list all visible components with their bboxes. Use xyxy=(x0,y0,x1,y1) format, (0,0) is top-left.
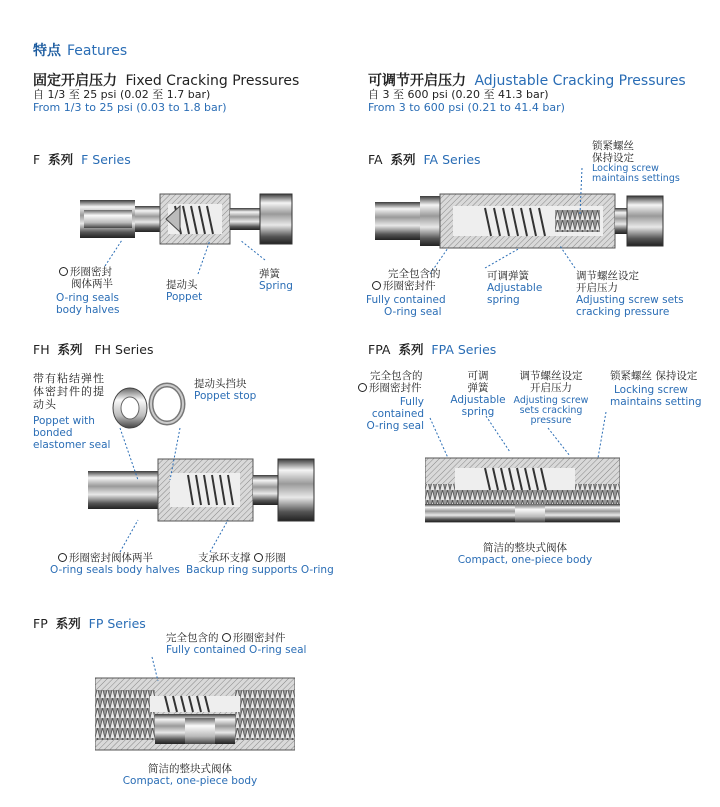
adjustable-range-cn: 自 3 至 600 psi (0.20 至 41.3 bar) xyxy=(368,88,549,101)
fpa-contained-label-en xyxy=(366,396,424,432)
fpa-adjscrew-cn-2: 开启压力 xyxy=(530,382,572,394)
f-oring-en-2: body halves xyxy=(56,304,120,316)
fa-series-leader-lines xyxy=(400,168,650,280)
fpa-lock-en-1: Locking screw xyxy=(614,384,688,396)
fpa-adjscrew-label xyxy=(512,370,590,394)
fpa-series-cn: 系列 xyxy=(398,342,424,357)
o-ring-symbol-icon xyxy=(222,633,231,642)
fh-stop-en: Poppet stop xyxy=(194,390,257,402)
fixed-range-en: From 1/3 to 25 psi (0.03 to 1.8 bar) xyxy=(33,101,227,114)
fp-series-cn: 系列 xyxy=(55,616,81,631)
f-oring-label xyxy=(59,266,113,290)
fpa-contained-en-3: O-ring seal xyxy=(366,420,424,432)
fp-compact-en: Compact, one-piece body xyxy=(122,775,258,787)
fa-series-title xyxy=(368,150,481,168)
fa-lock-cn-1: 锁紧螺丝 xyxy=(592,140,634,152)
fa-adjspring-en-2: spring xyxy=(487,294,520,306)
fpa-lock-en-2: maintains setting xyxy=(610,396,702,408)
fa-adjspring-en-1: Adjustable xyxy=(487,282,543,294)
features-heading xyxy=(33,40,127,60)
fpa-series-name: FPA xyxy=(368,342,391,357)
fh-stop-cn: 提动头挡块 xyxy=(194,378,247,390)
fa-lock-label xyxy=(592,140,634,164)
f-spring-label xyxy=(259,268,293,292)
fh-series-name: FH xyxy=(33,342,50,357)
fp-series-leader-lines xyxy=(150,655,250,685)
fpa-lock-label xyxy=(610,370,697,382)
fpa-contained-label xyxy=(358,370,423,394)
fa-contained-label-en xyxy=(366,294,446,318)
fh-series-title xyxy=(33,340,154,358)
fp-compact-cn: 简洁的整块式阀体 xyxy=(148,763,232,775)
fpa-adjscrew-en-3: pressure xyxy=(530,415,572,426)
fixed-title-cn: 固定开启压力 xyxy=(33,73,117,89)
o-ring-symbol-icon xyxy=(372,281,381,290)
fa-adjspring-cn: 可调弹簧 xyxy=(487,270,529,282)
features-heading-cn: 特点 xyxy=(33,43,61,59)
o-ring-symbol-icon xyxy=(58,553,67,562)
fp-compact-label xyxy=(110,763,270,787)
fpa-contained-en-2: contained xyxy=(371,408,424,420)
fixed-cracking-title xyxy=(33,70,299,90)
fa-adjspring-label xyxy=(487,270,542,306)
fa-series-cn: 系列 xyxy=(390,152,416,167)
fa-adjscrew-en-1: Adjusting screw sets xyxy=(576,294,684,306)
fa-contained-cn-2: 形圈密封件 xyxy=(383,280,436,292)
fpa-adjspring-cn-2: 弹簧 xyxy=(467,382,489,394)
fp-contained-en: Fully contained O-ring seal xyxy=(166,644,307,656)
fpa-contained-cn-1: 完全包含的 xyxy=(370,370,423,382)
f-oring-en-1: O-ring seals xyxy=(56,292,119,304)
adjustable-cracking-title xyxy=(368,70,686,90)
f-series-name: F xyxy=(33,152,41,167)
f-series-cn: 系列 xyxy=(48,152,74,167)
fp-series-title xyxy=(33,614,146,632)
fpa-series-en: FPA Series xyxy=(431,342,497,357)
o-ring-symbol-icon xyxy=(59,267,68,276)
fpa-adjspring-en-1: Adjustable xyxy=(450,394,506,406)
fixed-title-en: Fixed Cracking Pressures xyxy=(125,73,300,89)
fa-lock-cn-2: 保持设定 xyxy=(592,152,634,164)
adjustable-title-cn: 可调节开启压力 xyxy=(368,73,466,89)
fp-contained-cn-b: 形圈密封件 xyxy=(232,632,286,644)
fh-bonded-cn-1: 带有粘结弹性 xyxy=(33,372,105,385)
fh-oring-label xyxy=(50,552,180,576)
fh-bonded-cn-2: 体密封件的提 xyxy=(33,385,105,398)
f-series-en: F Series xyxy=(81,152,131,167)
fa-adjscrew-cn-2: 开启压力 xyxy=(576,282,618,294)
fpa-series-title xyxy=(368,340,496,358)
fa-series-name: FA xyxy=(368,152,383,167)
fa-lock-en-2: maintains settings xyxy=(592,173,680,184)
fixed-range-cn: 自 1/3 至 25 psi (0.02 至 1.7 bar) xyxy=(33,88,211,101)
o-ring-symbol-icon xyxy=(358,383,367,392)
fa-adjscrew-cn-1: 调节螺丝设定 xyxy=(576,270,639,282)
f-series-title xyxy=(33,150,131,168)
fpa-compact-label xyxy=(445,542,605,566)
fh-stop-label xyxy=(194,378,256,402)
fa-contained-cn-1: 完全包含的 xyxy=(388,268,441,280)
fpa-compact-en: Compact, one-piece body xyxy=(457,554,593,566)
fh-bonded-en-1: Poppet with xyxy=(33,415,95,427)
fa-contained-en-1: Fully contained xyxy=(366,294,446,306)
fh-bonded-label xyxy=(33,372,105,411)
fa-contained-label xyxy=(372,268,441,292)
fa-series-en: FA Series xyxy=(423,152,481,167)
fh-oring-en: O-ring seals body halves xyxy=(50,564,180,576)
fpa-series-leader-lines xyxy=(418,412,618,462)
fh-series-en: FH Series xyxy=(94,342,154,357)
fa-adjscrew-en-2: cracking pressure xyxy=(576,306,670,318)
fpa-lock-label-en xyxy=(610,384,702,408)
fp-series-name: FP xyxy=(33,616,48,631)
fpa-compact-cn: 简洁的整块式阀体 xyxy=(483,542,567,554)
fp-series-en: FP Series xyxy=(88,616,146,631)
fa-adjscrew-label xyxy=(576,270,684,318)
adjustable-range-en: From 3 to 600 psi (0.21 to 41.4 bar) xyxy=(368,101,565,114)
fh-bonded-en-3: elastomer seal xyxy=(33,439,111,451)
fpa-contained-en-1: Fully xyxy=(399,396,424,408)
fh-backup-cn-b: 形圈 xyxy=(264,552,286,564)
features-heading-en: Features xyxy=(67,43,128,59)
fp-contained-cn-a: 完全包含的 xyxy=(166,632,219,644)
fh-bonded-en-2: bonded xyxy=(33,427,73,439)
fpa-contained-cn-2: 形圈密封件 xyxy=(369,382,422,394)
fh-backup-label xyxy=(186,552,334,576)
fh-backup-en: Backup ring supports O-ring xyxy=(186,564,334,576)
f-oring-cn-1: 形圈密封 xyxy=(70,266,112,278)
f-oring-cn-2: 阀体两半 xyxy=(71,278,113,290)
fp-contained-label xyxy=(166,632,306,656)
fh-oring-cn: 形圈密封阀体两半 xyxy=(69,552,153,564)
f-spring-en: Spring xyxy=(259,280,293,292)
fpa-adjscrew-cn-1: 调节螺丝设定 xyxy=(519,370,583,382)
fh-backup-cn-a: 支承环支撑 xyxy=(198,552,251,564)
fpa-adjspring-cn-1: 可调 xyxy=(467,370,489,382)
o-ring-symbol-icon xyxy=(254,553,263,562)
fpa-adjscrew-en-2: sets cracking xyxy=(519,405,583,416)
fpa-adjspring-label xyxy=(446,370,510,418)
fpa-series-valve-illustration xyxy=(425,450,620,530)
fh-bonded-cn-3: 动头 xyxy=(33,398,57,411)
fpa-adjscrew-en-1: Adjusting screw xyxy=(513,395,589,406)
f-poppet-en: Poppet xyxy=(166,291,203,303)
f-oring-label-en xyxy=(56,292,119,316)
fh-series-cn: 系列 xyxy=(57,342,83,357)
adjustable-title-en: Adjustable Cracking Pressures xyxy=(474,73,686,89)
f-poppet-label xyxy=(166,279,202,303)
fpa-adjspring-en-2: spring xyxy=(461,406,495,418)
f-poppet-cn: 提动头 xyxy=(166,279,198,291)
fa-contained-en-2: O-ring seal xyxy=(384,306,442,318)
fpa-lock-cn: 锁紧螺丝 保持设定 xyxy=(610,370,698,382)
f-spring-cn: 弹簧 xyxy=(259,268,280,280)
fa-lock-en-1: Locking screw xyxy=(592,163,659,174)
fh-series-leader-lines xyxy=(60,420,290,560)
